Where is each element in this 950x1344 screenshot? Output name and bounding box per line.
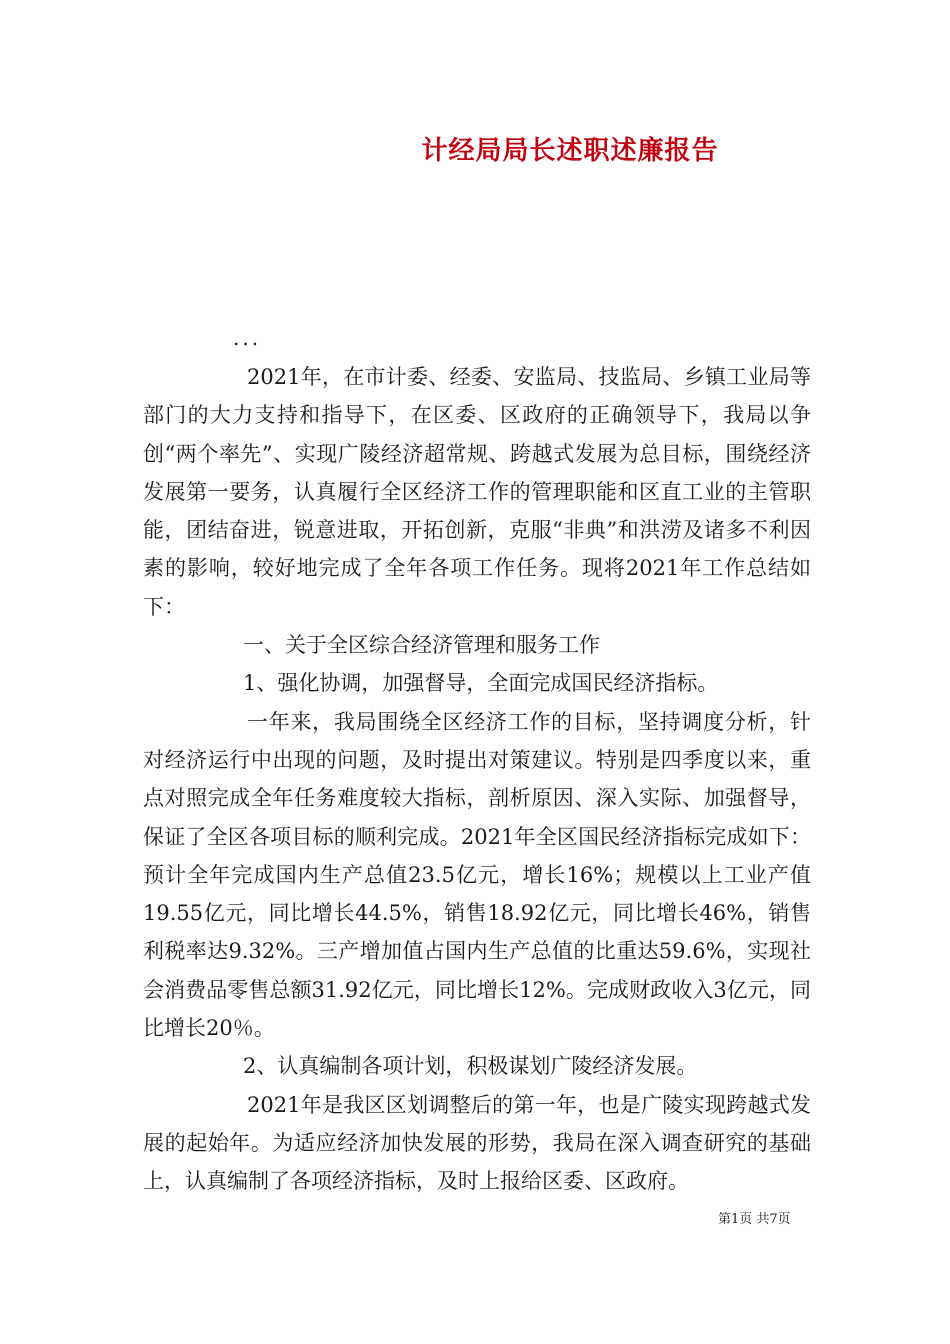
subsection-heading-2: 2、认真编制各项计划，积极谋划广陵经济发展。 bbox=[243, 1054, 698, 1079]
paragraph-planning: 2021年是我区区划调整后的第一年，也是广陵实现跨越式发展的起始年。为适应经济加快发展的形势，我局在深入调查研究的基础上，认真编制了各项经济指标，及时上报给区委、区政府。 bbox=[143, 1092, 811, 1194]
document-title: 计经局局长述职述廉报告 bbox=[421, 136, 719, 166]
subsection-heading-1: 1、强化协调，加强督导，全面完成国民经济指标。 bbox=[243, 671, 719, 696]
page-number-footer: 第1页 共7页 bbox=[718, 1212, 791, 1227]
ellipsis-marker: ... bbox=[233, 326, 262, 350]
paragraph-intro: 2021年，在市计委、经委、安监局、技监局、乡镇工业局等部门的大力支持和指导下，在区委、区政府的正确领导下，我局以争创“两个率先”、实现广陵经济超常规、跨越式发展为总目标，围绕经济发展第一要务，认真履行全区经济工作的管理职能和区直工业的主管职能，团结奋进，锐意进取，开拓创新，克服“非典”和洪涝及诸多不利因素的影响，较好地完成了全年各项工作任务。现将2021年工作总结如下： bbox=[143, 365, 811, 619]
document-body bbox=[143, 358, 811, 1201]
section-heading-1: 一、关于全区综合经济管理和服务工作 bbox=[243, 633, 600, 658]
paragraph-economic-indicators: 一年来，我局围绕全区经济工作的目标，坚持调度分析，针对经济运行中出现的问题，及时提出对策建议。特别是四季度以来，重点对照完成全年任务难度较大指标，剖析原因、深入实际、加强督导，保证了全区各项目标的顺利完成。2021年全区国民经济指标完成如下：预计全年完成国内生产总值23.5亿元，增长16%；规模以上工业产值19.55亿元，同比增长44.5%，销售18.92亿元，同比增长46%，销售利税率达9.32%。三产增加值占国内生产总值的比重达59.6%，实现社会消费品零售总额31.92亿元，同比增长12%。完成财政收入3亿元，同比增长20％。 bbox=[143, 709, 811, 1041]
